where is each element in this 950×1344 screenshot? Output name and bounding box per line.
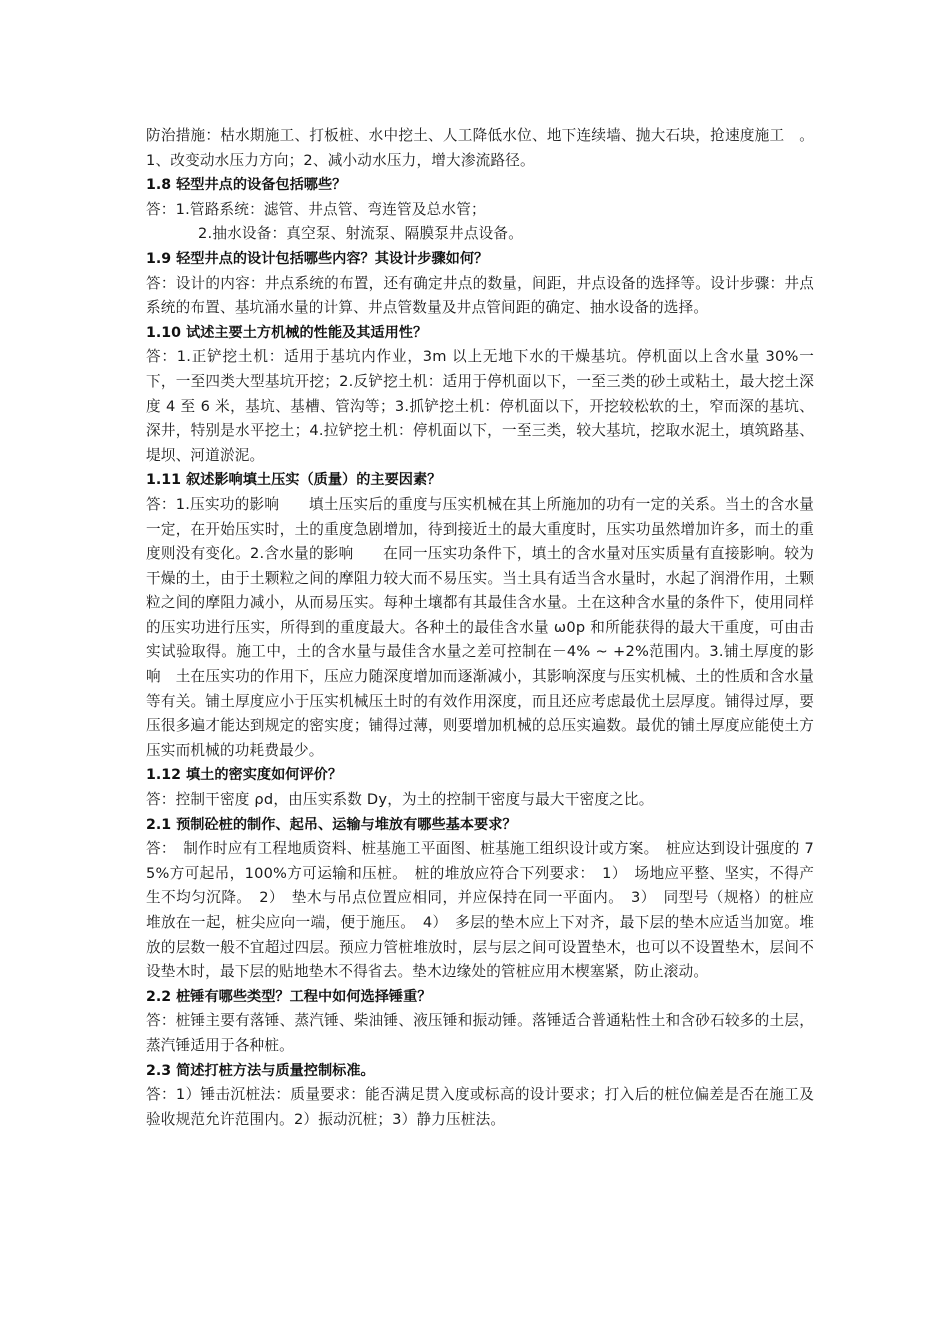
answer-2-2: 答：桩锤主要有落锤、蒸汽锤、柴油锤、液压锤和振动锤。落锤适合普通粘性土和含砂石较多的土层，蒸汽锤适用于各种桩。 (146, 1012, 814, 1054)
document-body (146, 124, 814, 1132)
answer-1-9: 答：设计的内容：井点系统的布置，还有确定井点的数量，间距，井点设备的选择等。设计步骤：井点系统的布置、基坑涌水量的计算、井点管数量及井点管间距的确定、抽水设备的选择。 (146, 274, 814, 317)
answer-1-8-line-1: 答：1.管路系统：滤管、井点管、弯连管及总水管； (146, 200, 486, 218)
question-1-10: 1.10 试述主要土方机械的性能及其适用性？ (146, 324, 428, 341)
question-2-3: 2.3 简述打桩方法与质量控制标准。 (146, 1062, 375, 1079)
answer-1-10: 答：1.正铲挖土机：适用于基坑内作业，3m 以上无地下水的干燥基坑。停机面以上含水量 30%一下，一至四类大型基坑开挖；2.反铲挖土机：适用于停机面以下，一至三类的砂土或粘土，最大挖土深度 4 至 6 米，基坑、基槽、管沟等；3.抓铲挖土机：停机面以下，开挖较松软的土，窄而深的基坑、深井，特别是水平挖土；4.拉铲挖土机：停机面以下，一至三类，较大基坑，挖取水泥土，填筑路基、堤坝、河道淤泥。 (146, 348, 814, 464)
question-1-12: 1.12 填土的密实度如何评价？ (146, 767, 343, 784)
answer-1-11: 答：1.压实功的影响 填土压实后的重度与压实机械在其上所施加的功有一定的关系。当土的含水量一定，在开始压实时，土的重度急剧增加，待到接近土的最大重度时，压实功虽然增加许多，而土的重度则没有变化。2.含水量的影响 在同一压实功条件下，填土的含水量对压实质量有直接影响。较为干燥的土，由于土颗粒之间的摩阻力较大而不易压实。当土具有适当含水量时，水起了润滑作用，土颗粒之间的摩阻力减小，从而易压实。每种土壤都有其最佳含水量。土在这种含水量的条件下，使用同样的压实功进行压实，所得到的重度最大。各种土的最佳含水量 ω0p 和所能获得的最大干重度，可由击实试验取得。施工中，土的含水量与最佳含水量之差可控制在－4% ~ +2%范围内。3.铺土厚度的影响 土在压实功的作用下，压应力随深度增加而逐渐减小，其影响深度与压实机械、土的性质和含水量等有关。铺土厚度应小于压实机械压土时的有效作用深度，而且还应考虑最优土层厚度。铺得过厚，要压很多遍才能达到规定的密实度；铺得过薄，则要增加机械的总压实遍数。最优的铺土厚度应能使土方压实而机械的功耗费最少。 (146, 495, 814, 759)
question-2-1: 2.1 预制砼桩的制作、起吊、运输与堆放有哪些基本要求？ (146, 816, 517, 833)
answer-1-12: 答：控制干密度 ρd，由压实系数 Dy，为土的控制干密度与最大干密度之比。 (146, 791, 654, 809)
question-1-9: 1.9 轻型井点的设计包括哪些内容？其设计步骤如何？ (146, 250, 489, 267)
paragraph-prevention-measures: 防治措施：枯水期施工、打板桩、水中挖土、人工降低水位、地下连续墙、抛大石块，抢速度施工 。1、改变动水压力方向；2、减小动水压力，增大渗流路径。 (146, 127, 814, 169)
answer-2-3: 答：1）锤击沉桩法：质量要求：能否满足贯入度或标高的设计要求；打入后的桩位偏差是否在施工及验收规范允许范围内。2）振动沉桩；3）静力压桩法。 (146, 1086, 814, 1128)
question-2-2: 2.2 桩锤有哪些类型？工程中如何选择锤重？ (146, 988, 432, 1005)
question-1-11: 1.11 叙述影响填土压实（质量）的主要因素？ (146, 472, 442, 489)
answer-1-8-line-2: 2.抽水设备：真空泵、射流泵、隔膜泵井点设备。 (198, 225, 523, 243)
question-1-8: 1.8 轻型井点的设备包括哪些？ (146, 177, 347, 194)
answer-2-1: 答： 制作时应有工程地质资料、桩基施工平面图、桩基施工组织设计或方案。 桩应达到设计强度的 75%方可起吊，100%方可运输和压桩。 桩的堆放应符合下列要求： 1） 场地应平整、坚实，不得产生不均匀沉降。 2） 垫木与吊点位置应相同，并应保持在同一平面内。 3） 同型号（规格）的桩应堆放在一起，桩尖应向一端，便于施压。 4） 多层的垫木应上下对齐，最下层的垫木应适当加宽。堆放的层数一般不宜超过四层。预应力管桩堆放时，层与层之间可设置垫木，也可以不设置垫木，层间不设垫木时，最下层的贴地垫木不得省去。垫木边缘处的管桩应用木楔塞紧，防止滚动。 (146, 840, 814, 981)
